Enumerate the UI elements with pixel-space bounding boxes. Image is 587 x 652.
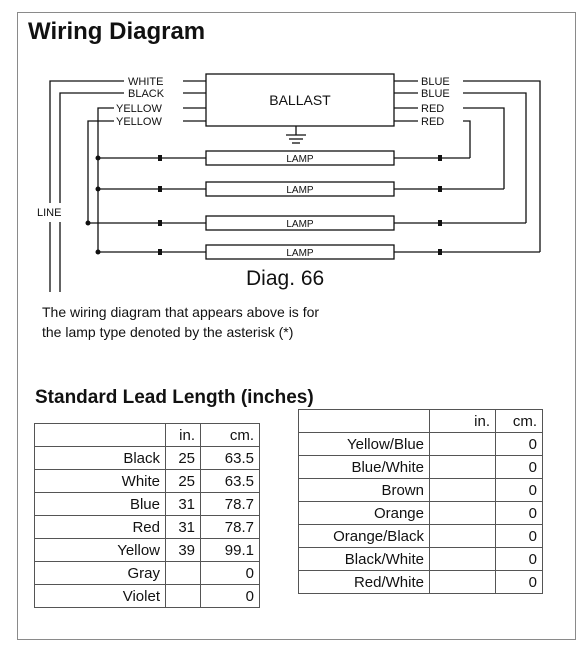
lead-cm: 63.5 (201, 447, 260, 470)
lead-cm: 0 (496, 502, 543, 525)
lead-length-table-left (34, 423, 260, 608)
lamp-label: LAMP (286, 219, 314, 230)
lead-in (430, 479, 496, 502)
lead-in (166, 562, 201, 585)
wire-label-right-4: RED (421, 116, 445, 128)
lead-cm: 78.7 (201, 493, 260, 516)
diagram-caption: Diag. 66 (246, 267, 325, 290)
lead-in: 39 (166, 539, 201, 562)
lead-cm: 0 (496, 433, 543, 456)
junction-dot (96, 156, 101, 161)
table-row (35, 539, 260, 562)
lead-name: Gray (35, 562, 166, 585)
lead-in (430, 525, 496, 548)
table-row (299, 525, 543, 548)
lead-cm: 0 (496, 548, 543, 571)
table-row (299, 502, 543, 525)
lead-name: Blue (35, 493, 166, 516)
wire-label-left-2: BLACK (128, 88, 165, 100)
note-line-2: the lamp type denoted by the asterisk (*) (42, 324, 294, 340)
lead-name: Violet (35, 585, 166, 608)
lead-name: Brown (299, 479, 430, 502)
lead-in: 31 (166, 516, 201, 539)
lead-cm: 63.5 (201, 470, 260, 493)
lead-name: Red/White (299, 571, 430, 594)
lead-in (166, 585, 201, 608)
table-row (299, 571, 543, 594)
wiring-diagram (0, 0, 587, 300)
lead-name: Black (35, 447, 166, 470)
table-row (299, 433, 543, 456)
lead-cm: 0 (496, 571, 543, 594)
lead-in: 31 (166, 493, 201, 516)
header-cell-in: in. (430, 410, 496, 433)
lead-in (430, 548, 496, 571)
lead-in (430, 456, 496, 479)
lead-cm: 0 (201, 562, 260, 585)
lead-cm: 0 (496, 456, 543, 479)
lead-in (430, 433, 496, 456)
wire-label-right-2: BLUE (421, 88, 450, 100)
table-row (299, 456, 543, 479)
table-header-row (35, 424, 260, 447)
lead-cm: 0 (496, 479, 543, 502)
lead-name: Yellow (35, 539, 166, 562)
lead-in: 25 (166, 470, 201, 493)
wire-label-left-4: YELLOW (116, 116, 162, 128)
table-row (35, 516, 260, 539)
table-row (299, 548, 543, 571)
wire-label-right-1: BLUE (421, 76, 450, 88)
table-row (35, 493, 260, 516)
lead-cm: 99.1 (201, 539, 260, 562)
wire-label-right-3: RED (421, 103, 445, 115)
wire-label-left-3: YELLOW (116, 103, 162, 115)
table-row (35, 470, 260, 493)
lead-name: Blue/White (299, 456, 430, 479)
lead-in: 25 (166, 447, 201, 470)
junction-dot (96, 250, 101, 255)
lead-name: Red (35, 516, 166, 539)
lead-cm: 0 (201, 585, 260, 608)
wire-label-left-1: WHITE (128, 76, 164, 88)
lamp-label: LAMP (286, 248, 314, 259)
note-line-1: The wiring diagram that appears above is for (42, 304, 320, 320)
header-cell-name (35, 424, 166, 447)
page-title: Wiring Diagram (28, 18, 206, 45)
table-row (35, 447, 260, 470)
junction-dot (96, 187, 101, 192)
header-cell-in: in. (166, 424, 201, 447)
junction-dot (86, 221, 91, 226)
lead-name: Orange (299, 502, 430, 525)
table-row (35, 562, 260, 585)
lead-in (430, 502, 496, 525)
line-label: LINE (37, 207, 62, 219)
table-row (35, 585, 260, 608)
table-row (299, 479, 543, 502)
header-cell-cm: cm. (201, 424, 260, 447)
header-cell-cm: cm. (496, 410, 543, 433)
lamp-label: LAMP (286, 185, 314, 196)
diagram-note (42, 302, 319, 342)
lead-cm: 78.7 (201, 516, 260, 539)
lead-name: Yellow/Blue (299, 433, 430, 456)
lead-length-title: Standard Lead Length (inches) (35, 387, 314, 408)
header-cell-name (299, 410, 430, 433)
table-header-row (299, 410, 543, 433)
lead-in (430, 571, 496, 594)
lead-cm: 0 (496, 525, 543, 548)
lamp-label: LAMP (286, 154, 314, 165)
ballast-label: BALLAST (269, 92, 331, 108)
lead-name: White (35, 470, 166, 493)
lead-length-table-right (298, 409, 543, 594)
lead-name: Black/White (299, 548, 430, 571)
lead-name: Orange/Black (299, 525, 430, 548)
